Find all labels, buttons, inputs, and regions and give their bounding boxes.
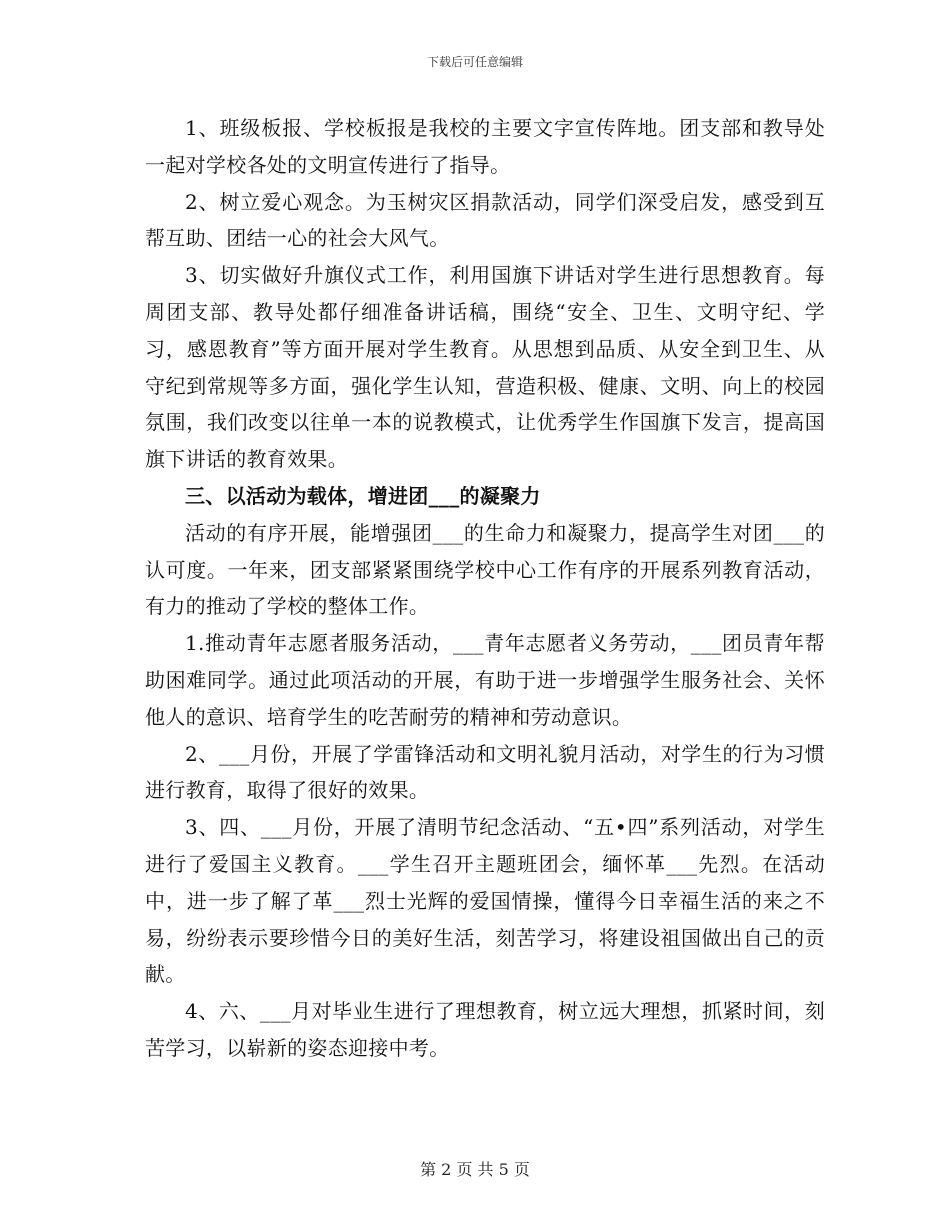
paragraph-7: 2、___月份，开展了学雷锋活动和文明礼貌月活动，对学生的行为习惯进行教育，取得了很好的效果。 (145, 741, 825, 803)
paragraph-6: 1.推动青年志愿者服务活动，___青年志愿者义务劳动，___团员青年帮助困难同学。通过此项活动的开展，有助于进一步增强学生服务社会、关怀他人的意识、培育学生的吃苦耐劳的精神和劳动意识。 (145, 631, 825, 729)
page-header: 下载后可任意编辑 (426, 55, 523, 69)
paragraph-3: 3、切实做好升旗仪式工作，利用国旗下讲话对学生进行思想教育。每周团支部、教导处都仔细准备讲话稿，围绕“安全、卫生、文明守纪、学习，感恩教育”等方面开展对学生教育。从思想到品质、从安全到卫生、从守纪到常规等多方面，强化学生认知，营造积极、健康、文明、向上的校园氛围，我们改变以往单一本的说教模式，让优秀学生作国旗下发言，提高国旗下讲话的教育效果。 (145, 263, 825, 472)
paragraph-8: 3、四、___月份，开展了清明节纪念活动、“五•四”系列活动，对学生进行了爱国主义教育。___学生召开主题班团会，缅怀革___先烈。在活动中，进一步了解了革___烈士光辉的爱国情操，懂得今日幸福生活的来之不易，纷纷表示要珍惜今日的美好生活，刻苦学习，将建设祖国做出自己的贡献。 (145, 815, 825, 987)
paragraph-2: 2、树立爱心观念。为玉树灾区捐款活动，同学们深受启发，感受到互帮互助、团结一心的社会大风气。 (145, 189, 825, 251)
section-heading: 三、以活动为载体，增进团___的凝聚力 (185, 483, 541, 508)
page-footer: 第 2 页 共 5 页 (420, 1160, 530, 1179)
paragraph-1: 1、班级板报、学校板报是我校的主要文字宣传阵地。团支部和教导处一起对学校各处的文明宣传进行了指导。 (145, 116, 825, 177)
paragraph-9: 4、六、___月对毕业生进行了理想教育，树立远大理想，抓紧时间，刻苦学习，以崭新的姿态迎接中考。 (145, 999, 825, 1060)
document-body (145, 110, 825, 1067)
paragraph-5: 活动的有序开展，能增强团___的生命力和凝聚力，提高学生对团___的认可度。一年来，团支部紧紧围绕学校中心工作有序的开展系列教育活动，有力的推动了学校的整体工作。 (145, 520, 825, 619)
